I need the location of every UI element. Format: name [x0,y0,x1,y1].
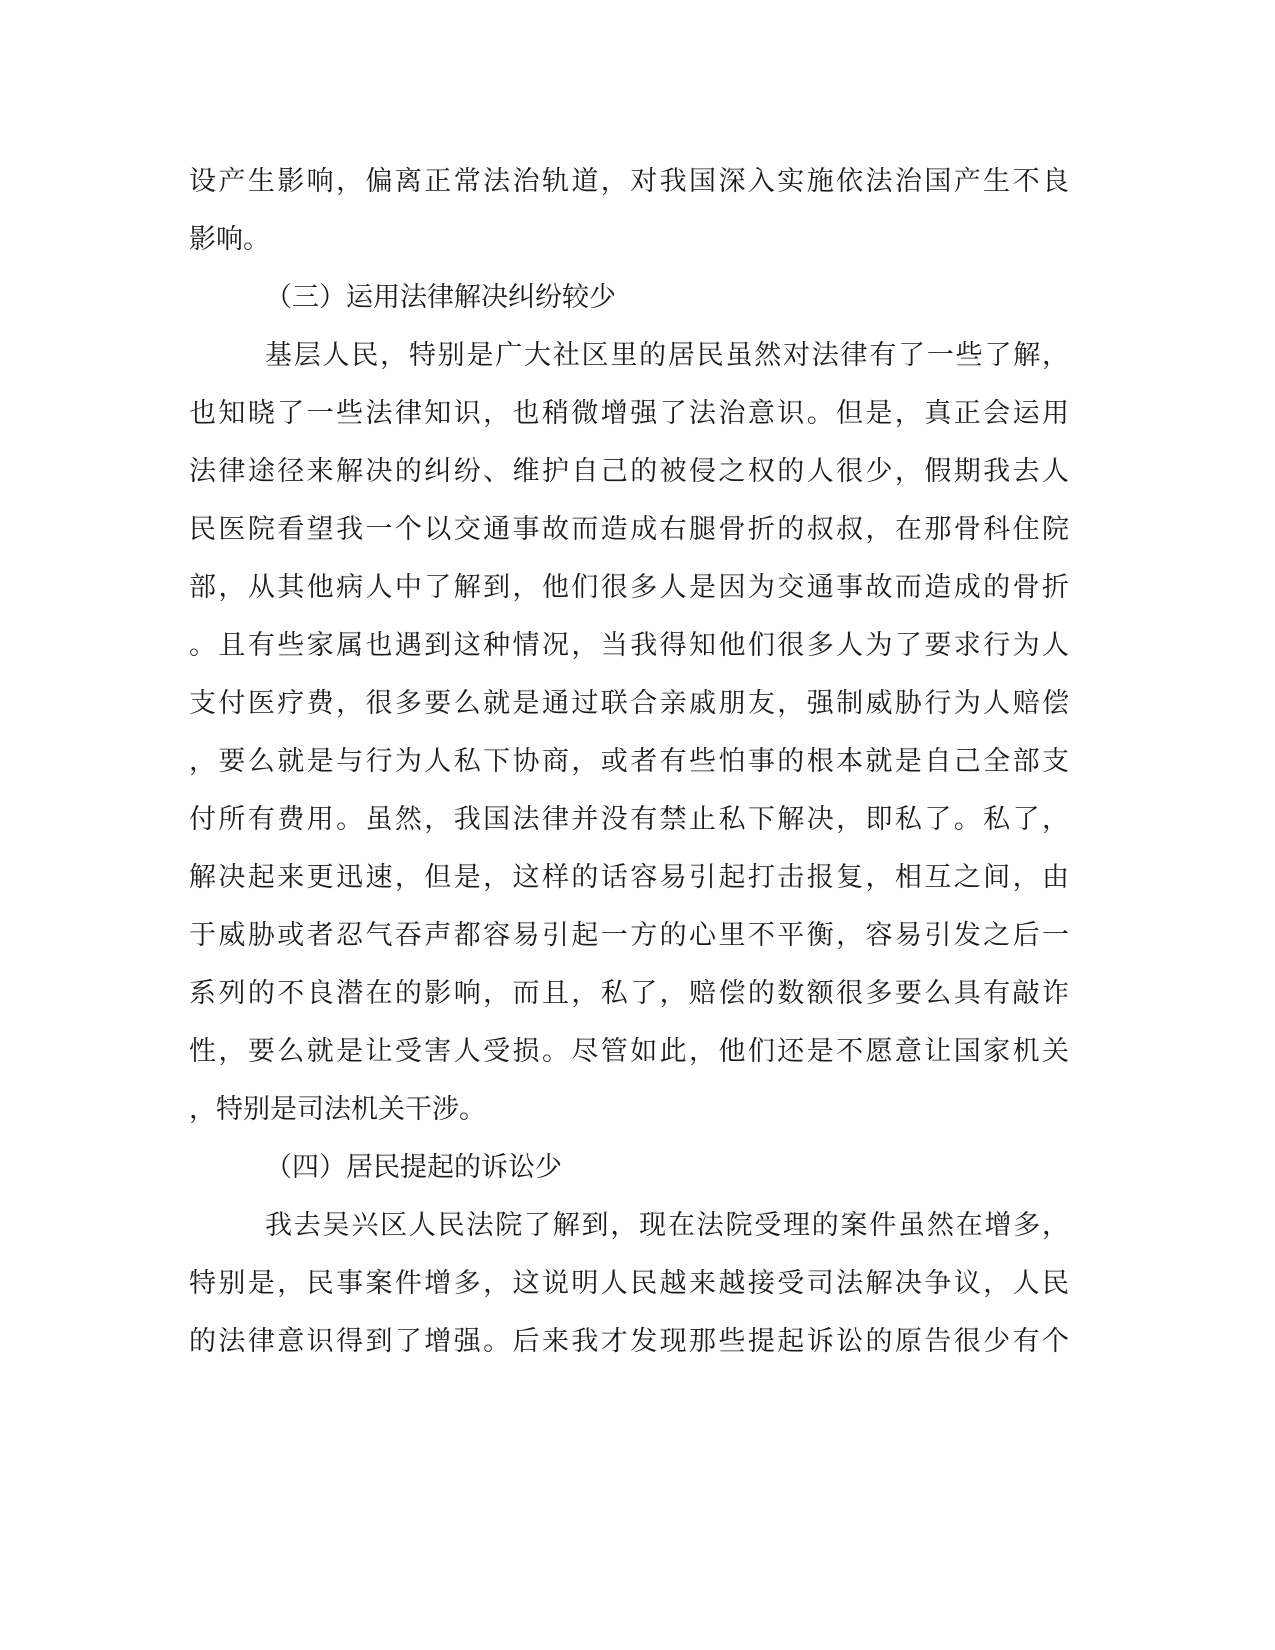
body-text-line: ，特别是司法机关干涉。 [189,1094,486,1125]
body-text-line: 性，要么就是让受害人受损。尽管如此，他们还是不愿意让国家机关 [189,1036,1069,1067]
section-heading-4: （四）居民提起的诉讼少 [265,1152,562,1183]
body-text-line: 系列的不良潜在的影响，而且，私了，赔偿的数额很多要么具有敲诈 [189,978,1069,1009]
body-text-line: 特别是，民事案件增多，这说明人民越来越接受司法解决争议，人民 [189,1268,1069,1299]
body-text-line: ，要么就是与行为人私下协商，或者有些怕事的根本就是自己全部支 [189,746,1069,777]
paragraph-first-line: 我去吴兴区人民法院了解到，现在法院受理的案件虽然在增多， [265,1210,1069,1241]
body-text-line: 解决起来更迅速，但是，这样的话容易引起打击报复，相互之间，由 [189,862,1069,893]
body-text-line: 的法律意识得到了增强。后来我才发现那些提起诉讼的原告很少有个 [189,1326,1069,1357]
body-text-line: 法律途径来解决的纠纷、维护自己的被侵之权的人很少，假期我去人 [189,456,1069,487]
body-text-line: 设产生影响，偏离正常法治轨道，对我国深入实施依法治国产生不良 [189,166,1069,197]
section-heading-3: （三）运用法律解决纠纷较少 [265,282,616,313]
body-text-line: 于威胁或者忍气吞声都容易引起一方的心里不平衡，容易引发之后一 [189,920,1069,951]
paragraph-first-line: 基层人民，特别是广大社区里的居民虽然对法律有了一些了解， [265,340,1069,371]
body-text-line: 也知晓了一些法律知识，也稍微增强了法治意识。但是，真正会运用 [189,398,1069,429]
body-text-line: 影响。 [189,224,270,255]
body-text-line: 支付医疗费，很多要么就是通过联合亲戚朋友，强制威胁行为人赔偿 [189,688,1069,719]
body-text-line: 部，从其他病人中了解到，他们很多人是因为交通事故而造成的骨折 [189,572,1069,603]
body-text-line: 民医院看望我一个以交通事故而造成右腿骨折的叔叔，在那骨科住院 [189,514,1069,545]
body-text-line: 付所有费用。虽然，我国法律并没有禁止私下解决，即私了。私了， [189,804,1069,835]
body-text-line: 。且有些家属也遇到这种情况，当我得知他们很多人为了要求行为人 [189,630,1069,661]
